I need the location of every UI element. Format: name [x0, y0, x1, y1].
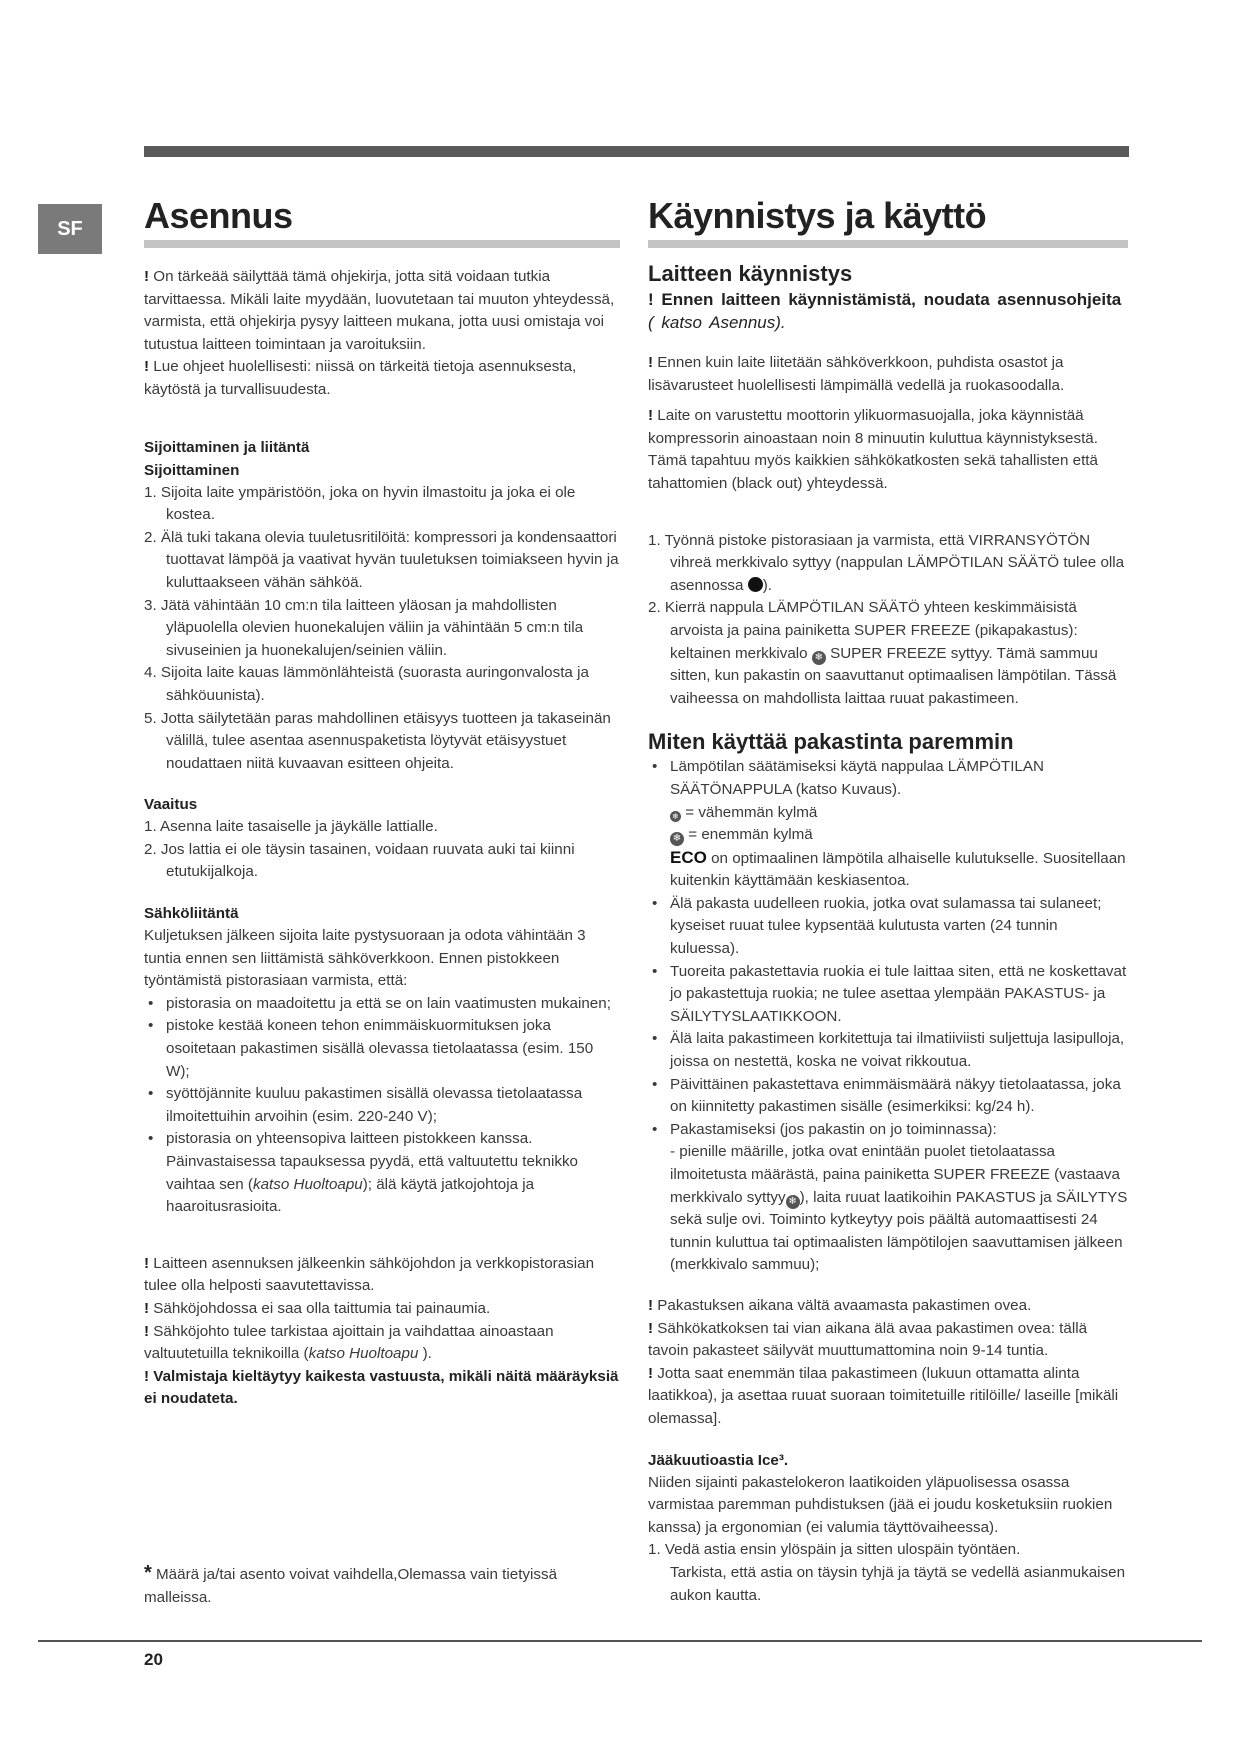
- list-item: 1. Sijoita laite ympäristöön, joka on hyvin ilmastoitu ja joka ei ole kostea.: [144, 483, 576, 524]
- list-item: 2. Kierrä nappula LÄMPÖTILAN SÄÄTÖ yhteen keskimmäisistä arvoista ja paina painiketta SUPER FREEZE (pikapakastus): keltainen merkkivalo ❄ SUPER FREEZE syttyy. Tämä sammuu sitten, kun pakastin on saavuttanut optimaalisen lämpötilan. Tässä vaiheessa on mahdollista laittaa ruuat pakastimeen.: [648, 599, 1117, 707]
- top-rule: [144, 146, 1129, 157]
- language-tab: SF: [38, 204, 102, 254]
- list-item: 1. Työnnä pistoke pistorasiaan ja varmista, että VIRRANSYÖTÖN vihreä merkkivalo syttyy (nappulan LÄMPÖTILAN SÄÄTÖ tulee olla asennossa ).: [648, 531, 1125, 594]
- list-item: • Päivittäinen pakastettava enimmäismäärä näkyy tietolaatassa, joka on kiinnitetty pakastimen sisälle (esimerkiksi: kg/24 h).: [648, 1074, 1128, 1119]
- clean-paragraph: ! Ennen kuin laite liitetään sähköverkkoon, puhdista osastot ja lisävarusteet huolellisesti lämpimällä vedellä ja ruokasoodalla.: [648, 354, 1065, 394]
- list-item: • Älä pakasta uudelleen ruokia, jotka ovat sulamassa tai sulaneet; kyseiset ruuat tulee kypsentää kulutusta varten (24 tunnin kuluessa).: [648, 893, 1128, 961]
- list-item: • pistorasia on yhteensopiva laitteen pistokkeen kanssa. Päinvastaisessa tapauksessa pyydä, että valtuutettu teknikko vaihtaa sen (katso Huoltoapu); älä käytä jatkojohtoja ja haaroitusrasioita.: [144, 1128, 620, 1218]
- page-number: 20: [144, 1650, 163, 1669]
- list-item: • Pakastamiseksi (jos pakastin on jo toiminnassa):: [648, 1119, 1128, 1142]
- snowflake-large-icon: ❄: [670, 832, 684, 846]
- warning-4: ! Valmistaja kieltäytyy kaikesta vastuusta, mikäli näitä määräyksiä ei noudateta.: [144, 1367, 619, 1408]
- list-item: 2. Älä tuki takana olevia tuuletusritilöitä: kompressori ja kondensaattori tuottavat lämpöä ja vaativat hyvän tuuletuksen toimiakseen hyvin ja kuluttaakseen vähän sähköä.: [144, 528, 619, 591]
- usage-warning-1: ! Pakastuksen aikana vältä avaamasta pakastimen ovea.: [648, 1296, 1032, 1314]
- startup-title: Käynnistys ja käyttö: [648, 196, 1128, 248]
- asterisk: *: [144, 1562, 152, 1584]
- warning-1: ! Laitteen asennuksen jälkeenkin sähköjohdon ja verkkopistorasian tulee olla helposti saavutettavissa.: [144, 1254, 595, 1295]
- startup-steps: [648, 530, 1128, 711]
- overload-paragraph: ! Laite on varustettu moottorin ylikuormasuojalla, joka käynnistää kompressorin ainoastaan noin 8 minuutin kuluttua käynnistyksestä. Tämä tapahtuu myös kaikkien sähkökatkosten sekä tahallisten että tahattomien (black out) yhteydessä.: [648, 407, 1098, 492]
- list-subitem: Tarkista, että astia on täysin tyhjä ja täytä se vedellä asianmukaisen aukon kautta.: [670, 1563, 1126, 1604]
- ice-tray-heading: Jääkuutioastia Ice³.: [648, 1451, 789, 1469]
- warning-2: ! Sähköjohdossa ei saa olla taittumia tai painaumia.: [144, 1299, 491, 1317]
- snowflake-icon: ❄: [786, 1195, 800, 1209]
- more-cold-row: ❄ = enemmän kylmä: [648, 824, 1128, 847]
- off-position-icon: [748, 577, 763, 592]
- startup-column: [648, 196, 1128, 1607]
- bottom-rule: [38, 1640, 1202, 1642]
- levelling-heading: Vaaitus: [144, 796, 198, 814]
- list-subitem: - pienille määrille, jotka ovat enintään puolet tietolaatassa ilmoitetusta määrästä, paina painiketta SUPER FREEZE (vastaava merkkivalo syttyy ❄ ), laita ruuat laatikoihin PAKASTUS ja SÄILYTYS sekä sulje ovi. Toiminto kytkeytyy pois päältä automaattisesti 24 tunnin kuluttua tai optimaalisten lämpötilojen saavuttamisen jälkeen (merkkivalo sammuu);: [670, 1143, 1128, 1274]
- footnote: * Määrä ja/tai asento voivat vaihdella,Olemassa vain tietyissä malleissa.: [144, 1562, 558, 1606]
- service-reference: katso Huoltoapu: [308, 1345, 419, 1363]
- list-item: 1. Vedä astia ensin ylöspäin ja sitten ulospäin työntäen.: [648, 1541, 1021, 1559]
- intro-paragraph-2: ! Lue ohjeet huolellisesti: niissä on tärkeitä tietoja asennuksesta, käytöstä ja turvallisuudesta.: [144, 358, 577, 398]
- usage-heading: Miten käyttää pakastinta paremmin: [648, 729, 1014, 755]
- installation-column: [144, 196, 620, 1411]
- placement-heading: Sijoittaminen: [144, 461, 240, 479]
- usage-warning-3: ! Jotta saat enemmän tilaa pakastimeen (lukuun ottamatta alinta laatikkoa), ja asettaa ruuat suoraan toimitetuille ritilöille/ laseille [mikäli olemassa].: [648, 1364, 1119, 1427]
- eco-row: ECO on optimaalinen lämpötila alhaiselle kulutukselle. Suositellaan kuitenkin käyttämään keskiasentoa.: [670, 847, 1126, 890]
- electrical-intro: Kuljetuksen jälkeen sijoita laite pystysuoraan ja odota vähintään 3 tuntia ennen sen liittämistä sähköverkkoon. Ennen pistokkeen työntämistä pistorasiaan varmista, että:: [144, 927, 586, 990]
- ice-tray-paragraph: Niiden sijainti pakastelokeron laatikoiden yläpuolisessa osassa varmistaa paremman puhdistuksen (jää ei joudu kosketuksiin ruokien kanssa) ja ergonomian (ei valumia täyttövaiheessa).: [648, 1473, 1113, 1536]
- usage-warning-2: ! Sähkökatkoksen tai vian aikana älä avaa pakastimen ovea: tällä tavoin pakasteet säilyvät muuttumattomina noin 9-14 tuntia.: [648, 1319, 1088, 1360]
- warning-3: ! Sähköjohto tulee tarkistaa ajoittain ja vaihdattaa ainoastaan valtuutetuilla teknikoilla (katso Huoltoapu ).: [144, 1322, 554, 1363]
- warning-mark: !: [144, 268, 150, 285]
- list-item: • Älä laita pakastimeen korkitettuja tai ilmatiiviisti suljettuja lasipulloja, joissa on nestettä, koska ne voivat rikkoutua.: [648, 1028, 1128, 1073]
- installation-reference: ( katso Asennus).: [648, 313, 786, 332]
- electrical-list: [144, 993, 620, 1219]
- ice-tray-list: [648, 1539, 1128, 1607]
- warning-mark: !: [144, 358, 150, 376]
- list-item: 4. Sijoita laite kauas lämmönlähteistä (suorasta auringonvalosta ja sähköuunista).: [144, 664, 589, 704]
- list-item: 3. Jätä vähintään 10 cm:n tila laitteen yläosan ja mahdollisten yläpuolella olevien huonekalujen väliin ja vähintään 5 cm:n tila sivuseinien ja huonekalujen/seinien väliin.: [144, 596, 584, 659]
- service-reference: katso Huoltoapu: [252, 1175, 363, 1193]
- list-item: • syöttöjännite kuuluu pakastimen sisällä olevassa tietolaatassa ilmoitettuihin arvoihin (esim. 220-240 V);: [144, 1083, 620, 1128]
- list-item: 1. Asenna laite tasaiselle ja jäykälle lattialle.: [144, 818, 438, 836]
- list-item: 2. Jos lattia ei ole täysin tasainen, voidaan ruuvata auki tai kiinni etutukijalkoja.: [144, 840, 575, 881]
- list-item: • Lämpötilan säätämiseksi käytä nappulaa LÄMPÖTILAN SÄÄTÖNAPPULA (katso Kuvaus).: [648, 756, 1128, 801]
- snowflake-small-icon: ❄: [670, 811, 681, 822]
- less-cold-row: ❄ = vähemmän kylmä: [648, 802, 1128, 825]
- list-item: • pistoke kestää koneen tehon enimmäiskuormituksen joka osoitetaan pakastimen sisällä olevassa tietolaatassa (esim. 150 W);: [144, 1015, 620, 1083]
- intro-paragraph-1: ! On tärkeää säilyttää tämä ohjekirja, jotta sitä voidaan tutkia tarvittaessa. Mikäli laite myydään, luovutetaan tai muuton yhteydessä, varmista, että ohjekirja pysyy laitteen mukana, jotta uusi omistaja voi tutustua laitteen toimintaan ja varoituksiin.: [144, 268, 615, 353]
- list-item: 5. Jotta säilytetään paras mahdollinen etäisyys tuotteen ja takaseinän välillä, tulee asentaa asennuspaketista löytyvät etäisyystuet noudattaen niitä kuvaavan esitteen ohjeita.: [144, 709, 611, 772]
- list-item: • Tuoreita pakastettavia ruokia ei tule laittaa siten, että ne koskettavat jo pakastettuja ruokia; ne tulee asettaa ylempään PAKASTUS- ja SÄILYTYSLAATIKKOON.: [648, 961, 1128, 1029]
- list-item: • pistorasia on maadoitettu ja että se on lain vaatimusten mukainen;: [144, 993, 620, 1016]
- snowflake-icon: ❄: [812, 651, 826, 665]
- electrical-heading: Sähköliitäntä: [144, 905, 239, 923]
- usage-list: [648, 756, 1128, 1277]
- eco-label: ECO: [670, 847, 707, 867]
- placement-connection-heading: Sijoittaminen ja liitäntä: [144, 438, 310, 456]
- startup-warning: ! Ennen laitteen käynnistämistä, noudata asennusohjeita ( katso Asennus).: [648, 290, 1122, 332]
- placement-list: [144, 482, 620, 776]
- installation-title: Asennus: [144, 196, 620, 248]
- levelling-list: [144, 816, 620, 884]
- startup-heading: Laitteen käynnistys: [648, 261, 853, 286]
